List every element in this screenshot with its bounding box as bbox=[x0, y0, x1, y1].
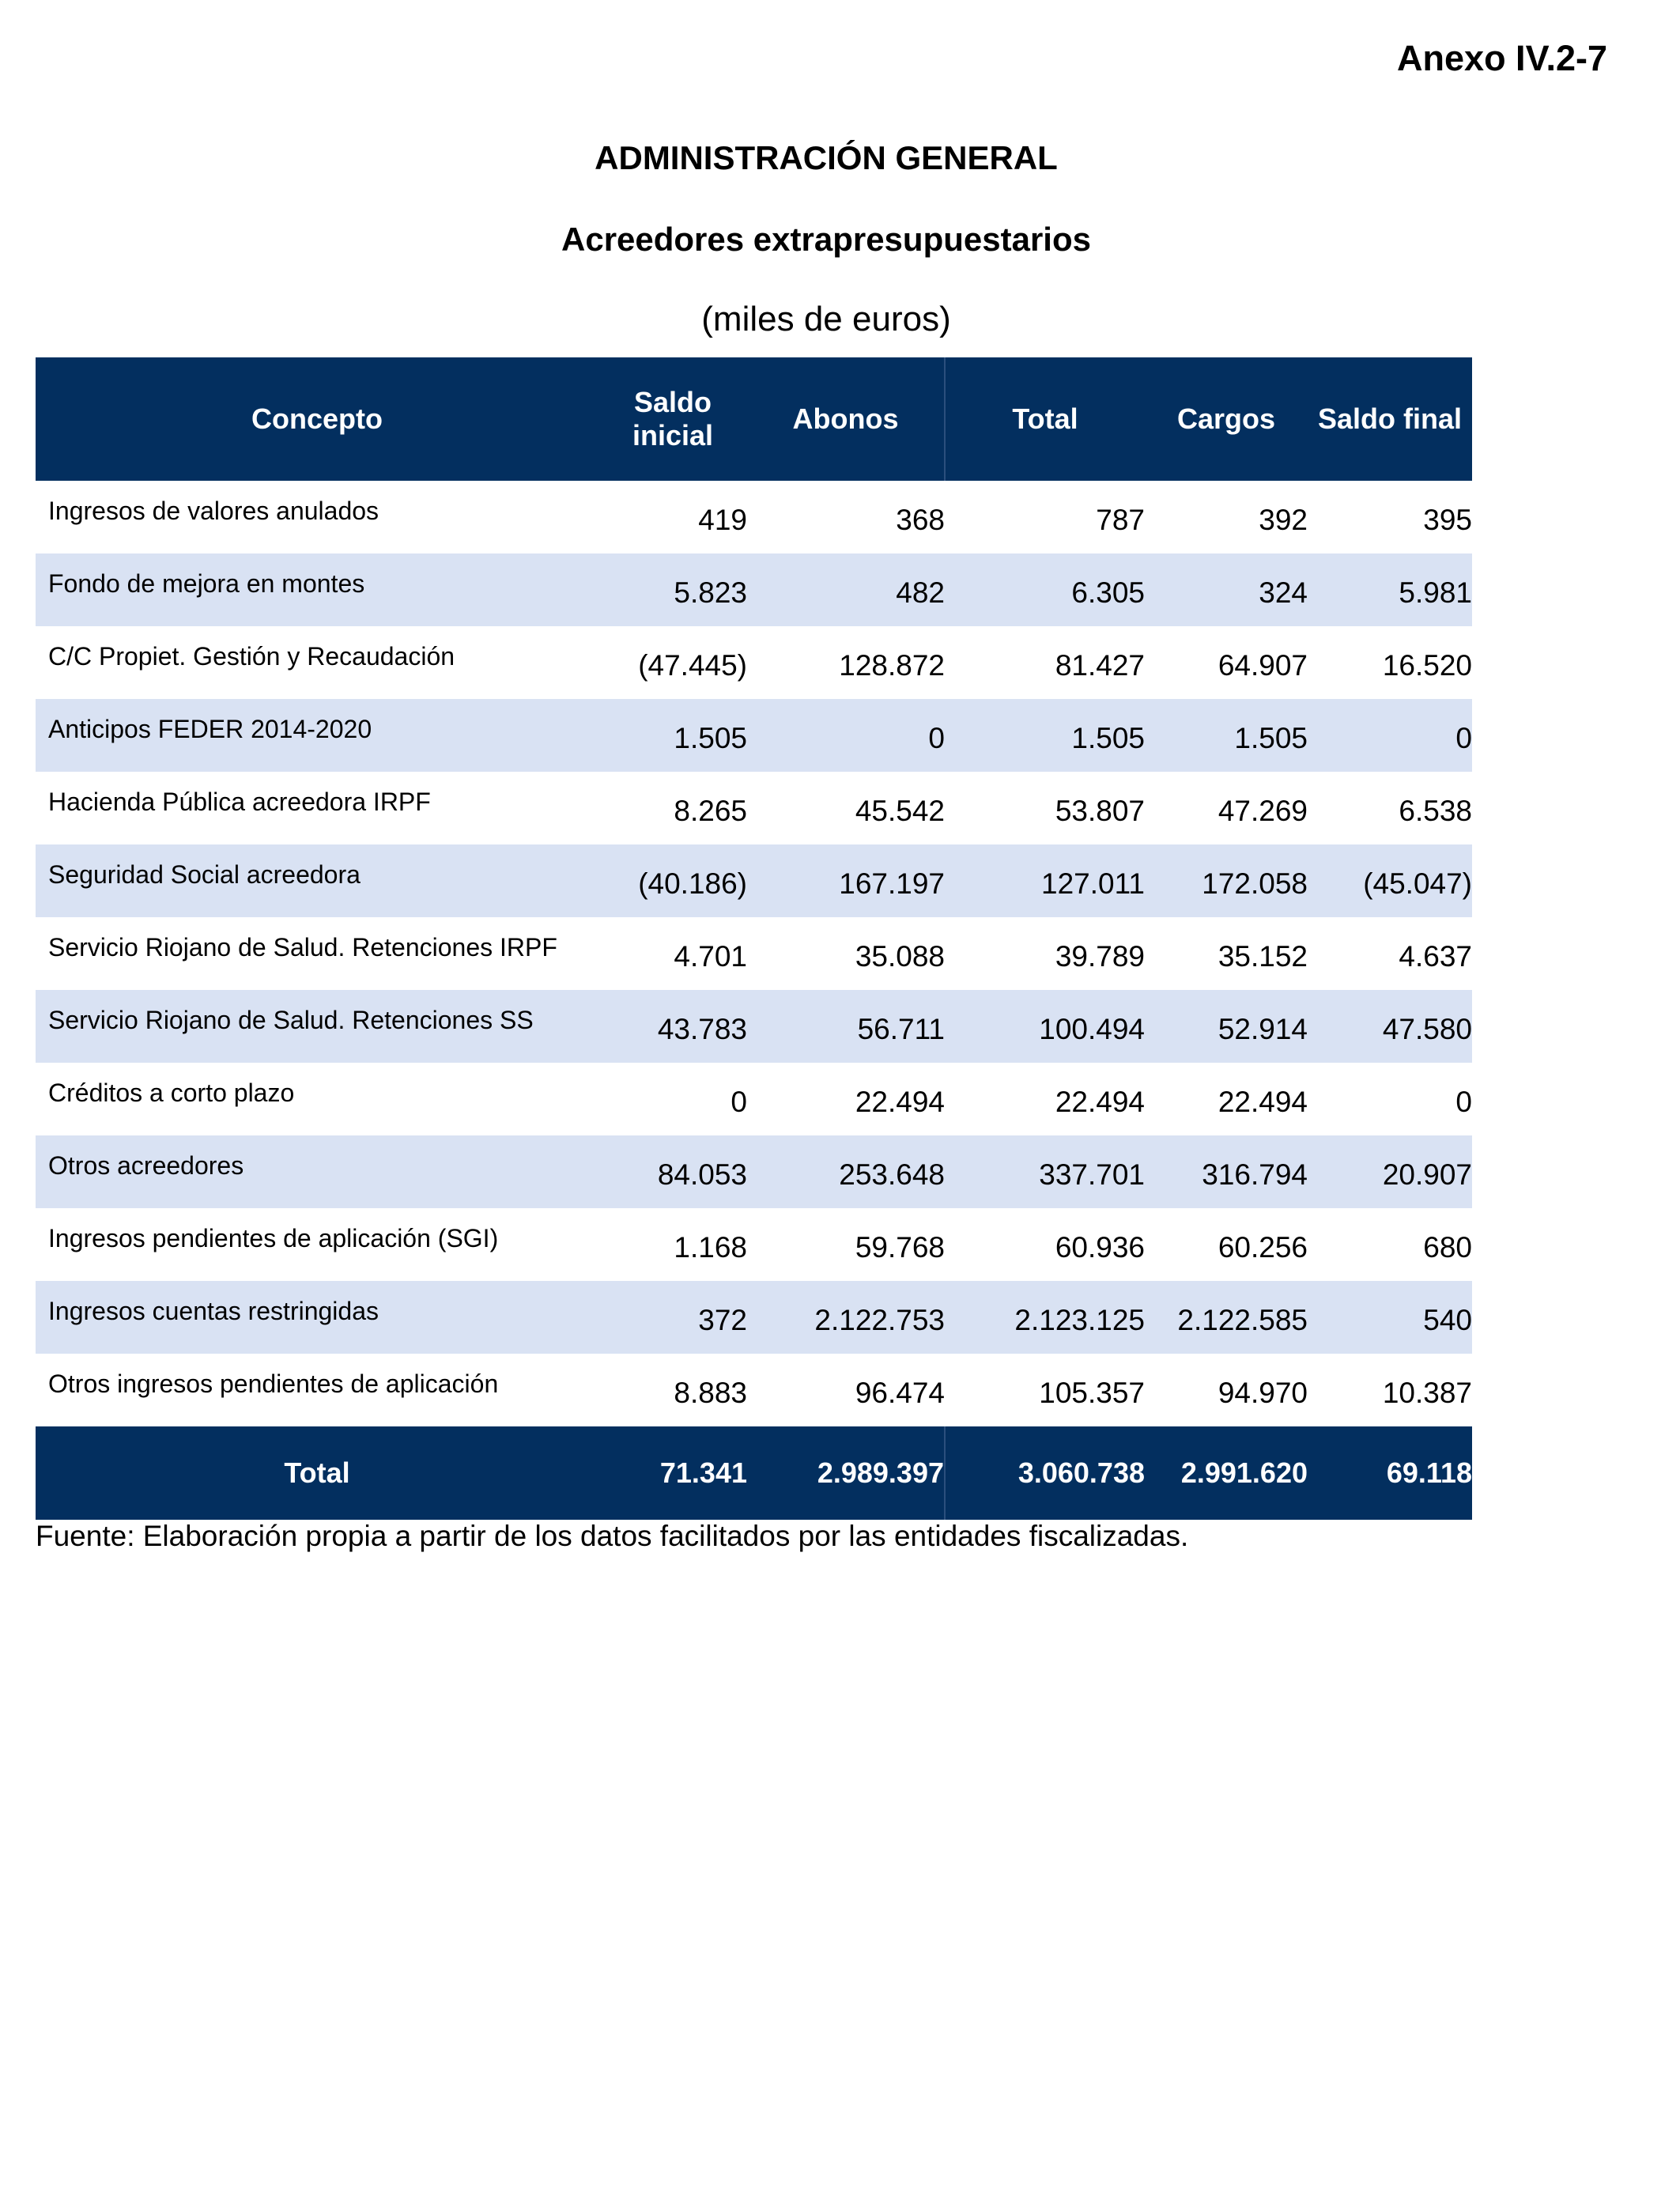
row-saldo-inicial: 43.783 bbox=[598, 990, 747, 1063]
row-saldo-final: 5.981 bbox=[1308, 553, 1472, 626]
row-abonos: 2.122.753 bbox=[747, 1281, 945, 1354]
row-cargos: 172.058 bbox=[1145, 844, 1308, 917]
row-concepto: Servicio Riojano de Salud. Retenciones IRPF bbox=[48, 933, 557, 961]
row-saldo-final: 20.907 bbox=[1308, 1135, 1472, 1208]
table-row bbox=[36, 553, 1472, 626]
total-abonos: 2.989.397 bbox=[747, 1426, 945, 1520]
row-concepto: Ingresos de valores anulados bbox=[48, 497, 379, 525]
row-concepto: Ingresos cuentas restringidas bbox=[36, 1281, 598, 1354]
row-cargos: 47.269 bbox=[1218, 795, 1308, 827]
row-saldo-final: 10.387 bbox=[1382, 1377, 1472, 1409]
row-cargos: 94.970 bbox=[1218, 1377, 1308, 1409]
row-abonos: 35.088 bbox=[855, 940, 945, 973]
header-saldo-inicial-line1: Saldo bbox=[633, 386, 712, 418]
row-cargos: 1.505 bbox=[1145, 699, 1308, 772]
row-cargos: 392 bbox=[1259, 504, 1308, 536]
table-row bbox=[36, 699, 1472, 772]
header-total: Total bbox=[945, 357, 1145, 481]
row-abonos: 96.474 bbox=[855, 1377, 945, 1409]
row-cargos: 2.122.585 bbox=[1145, 1281, 1308, 1354]
row-saldo-inicial: 8.265 bbox=[674, 795, 747, 827]
source-note: Fuente: Elaboración propia a partir de los datos facilitados por las entidades fiscalizadas. bbox=[36, 1520, 1189, 1552]
units-label: (miles de euros) bbox=[701, 300, 951, 338]
row-concepto: Hacienda Pública acreedora IRPF bbox=[48, 788, 431, 816]
row-saldo-inicial: (47.445) bbox=[638, 649, 747, 682]
row-saldo-inicial: 1.168 bbox=[674, 1231, 747, 1264]
header-cargos: Cargos bbox=[1145, 357, 1308, 481]
row-concepto: Fondo de mejora en montes bbox=[36, 553, 598, 626]
row-abonos: 45.542 bbox=[855, 795, 945, 827]
row-saldo-inicial: 4.701 bbox=[674, 940, 747, 973]
row-concepto: Servicio Riojano de Salud. Retenciones SS bbox=[36, 990, 598, 1063]
row-saldo-final: 4.637 bbox=[1399, 940, 1472, 973]
total-total: 3.060.738 bbox=[945, 1426, 1145, 1520]
row-saldo-inicial: 0 bbox=[731, 1086, 747, 1118]
row-concepto: Anticipos FEDER 2014-2020 bbox=[36, 699, 598, 772]
row-saldo-inicial: 5.823 bbox=[598, 553, 747, 626]
total-label: Total bbox=[36, 1426, 598, 1520]
row-saldo-final: 0 bbox=[1455, 1086, 1472, 1118]
row-saldo-final: 540 bbox=[1308, 1281, 1472, 1354]
row-abonos: 482 bbox=[747, 553, 945, 626]
table-row bbox=[36, 844, 1472, 917]
table-row bbox=[36, 1063, 1472, 1135]
row-total: 2.123.125 bbox=[945, 1281, 1145, 1354]
row-total: 105.357 bbox=[1039, 1377, 1145, 1409]
row-saldo-final: 680 bbox=[1423, 1231, 1472, 1264]
row-saldo-inicial: 419 bbox=[698, 504, 747, 536]
row-saldo-final: (45.047) bbox=[1308, 844, 1472, 917]
row-total: 787 bbox=[1096, 504, 1145, 536]
row-saldo-final: 6.538 bbox=[1399, 795, 1472, 827]
page-title: ADMINISTRACIÓN GENERAL bbox=[595, 139, 1058, 176]
row-concepto: Seguridad Social acreedora bbox=[36, 844, 598, 917]
row-concepto: Ingresos pendientes de aplicación (SGI) bbox=[48, 1224, 499, 1252]
table-row bbox=[36, 1135, 1472, 1208]
table-row bbox=[36, 1281, 1472, 1354]
row-total: 53.807 bbox=[1055, 795, 1145, 827]
table-row bbox=[36, 772, 1472, 844]
row-abonos: 128.872 bbox=[839, 649, 945, 682]
row-saldo-final: 47.580 bbox=[1308, 990, 1472, 1063]
row-abonos: 167.197 bbox=[747, 844, 945, 917]
table-header-row bbox=[36, 357, 1472, 481]
row-abonos: 56.711 bbox=[747, 990, 945, 1063]
row-total: 337.701 bbox=[945, 1135, 1145, 1208]
total-cargos: 2.991.620 bbox=[1145, 1426, 1308, 1520]
header-saldo-inicial-line2: inicial bbox=[632, 419, 714, 451]
row-total: 6.305 bbox=[945, 553, 1145, 626]
row-saldo-inicial: 84.053 bbox=[598, 1135, 747, 1208]
row-abonos: 0 bbox=[747, 699, 945, 772]
header-concepto: Concepto bbox=[36, 357, 598, 481]
creditors-table bbox=[36, 357, 1472, 1520]
table-row bbox=[36, 626, 1472, 699]
row-cargos: 22.494 bbox=[1218, 1086, 1308, 1118]
row-cargos: 64.907 bbox=[1218, 649, 1308, 682]
row-saldo-inicial: 8.883 bbox=[674, 1377, 747, 1409]
header-abonos: Abonos bbox=[747, 357, 945, 481]
row-cargos: 324 bbox=[1145, 553, 1308, 626]
row-saldo-inicial: (40.186) bbox=[598, 844, 747, 917]
row-cargos: 35.152 bbox=[1218, 940, 1308, 973]
total-saldo-final: 69.118 bbox=[1308, 1426, 1472, 1520]
row-cargos: 52.914 bbox=[1145, 990, 1308, 1063]
row-cargos: 316.794 bbox=[1145, 1135, 1308, 1208]
row-cargos: 60.256 bbox=[1218, 1231, 1308, 1264]
row-abonos: 22.494 bbox=[855, 1086, 945, 1118]
row-abonos: 59.768 bbox=[855, 1231, 945, 1264]
row-total: 100.494 bbox=[945, 990, 1145, 1063]
row-saldo-final: 16.520 bbox=[1382, 649, 1472, 682]
annex-label: Anexo IV.2-7 bbox=[1397, 38, 1607, 78]
table-row bbox=[36, 481, 1472, 553]
row-total: 81.427 bbox=[1055, 649, 1145, 682]
row-total: 39.789 bbox=[1055, 940, 1145, 973]
table-row bbox=[36, 990, 1472, 1063]
row-saldo-inicial: 372 bbox=[598, 1281, 747, 1354]
row-saldo-final: 0 bbox=[1308, 699, 1472, 772]
header-saldo-final: Saldo final bbox=[1308, 357, 1472, 481]
row-saldo-final: 395 bbox=[1423, 504, 1472, 536]
row-total: 1.505 bbox=[945, 699, 1145, 772]
row-concepto: C/C Propiet. Gestión y Recaudación bbox=[48, 642, 455, 671]
row-concepto: Créditos a corto plazo bbox=[48, 1079, 295, 1107]
total-saldo-inicial: 71.341 bbox=[598, 1426, 747, 1520]
row-abonos: 253.648 bbox=[747, 1135, 945, 1208]
row-total: 22.494 bbox=[1055, 1086, 1145, 1118]
table-subtitle: Acreedores extrapresupuestarios bbox=[561, 221, 1091, 258]
header-saldo-inicial bbox=[598, 357, 747, 481]
row-concepto: Otros ingresos pendientes de aplicación bbox=[48, 1370, 499, 1398]
row-abonos: 368 bbox=[896, 504, 945, 536]
row-saldo-inicial: 1.505 bbox=[598, 699, 747, 772]
table-row bbox=[36, 1354, 1472, 1426]
row-concepto: Otros acreedores bbox=[36, 1135, 598, 1208]
table-row bbox=[36, 917, 1472, 990]
table-total-row bbox=[36, 1426, 1472, 1520]
row-total: 60.936 bbox=[1055, 1231, 1145, 1264]
table-body bbox=[36, 481, 1472, 1426]
row-total: 127.011 bbox=[945, 844, 1145, 917]
table-row bbox=[36, 1208, 1472, 1281]
